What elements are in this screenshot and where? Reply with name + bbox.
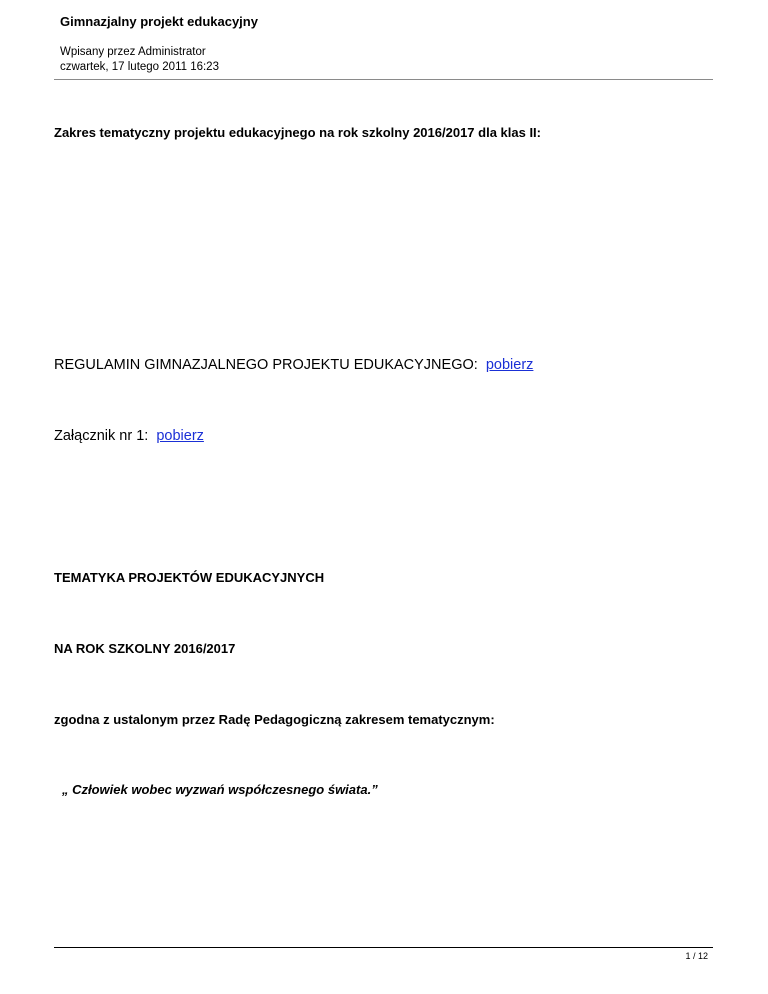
article-title: Gimnazjalny projekt edukacyjny xyxy=(60,14,258,29)
tematyka-heading: TEMATYKA PROJEKTÓW EDUKACYJNYCH xyxy=(54,570,325,585)
regulamin-label: REGULAMIN GIMNAZJALNEGO PROJEKTU EDUKACYJNEGO: xyxy=(54,357,478,373)
scope-heading: Zakres tematyczny projektu edukacyjnego na rok szkolny 2016/2017 dla klas II: xyxy=(54,125,541,140)
rok-heading: NA ROK SZKOLNY 2016/2017 xyxy=(54,641,236,656)
zalacznik-line xyxy=(54,428,204,444)
zalacznik-download-link[interactable]: pobierz xyxy=(156,428,204,444)
footer-divider xyxy=(54,947,713,948)
regulamin-line xyxy=(54,357,533,373)
zgodna-text: zgodna z ustalonym przez Radę Pedagogiczną zakresem tematycznym: xyxy=(54,712,495,727)
article-meta xyxy=(60,45,219,75)
zalacznik-label: Załącznik nr 1: xyxy=(54,428,149,444)
header-divider xyxy=(54,79,713,80)
motto-quote: „ Człowiek wobec wyzwań współczesnego świata.” xyxy=(62,782,378,797)
date-line: czwartek, 17 lutego 2011 16:23 xyxy=(60,61,219,73)
regulamin-download-link[interactable]: pobierz xyxy=(485,357,534,373)
author-line: Wpisany przez Administrator xyxy=(60,46,206,58)
page-number: 1 / 12 xyxy=(685,951,708,961)
